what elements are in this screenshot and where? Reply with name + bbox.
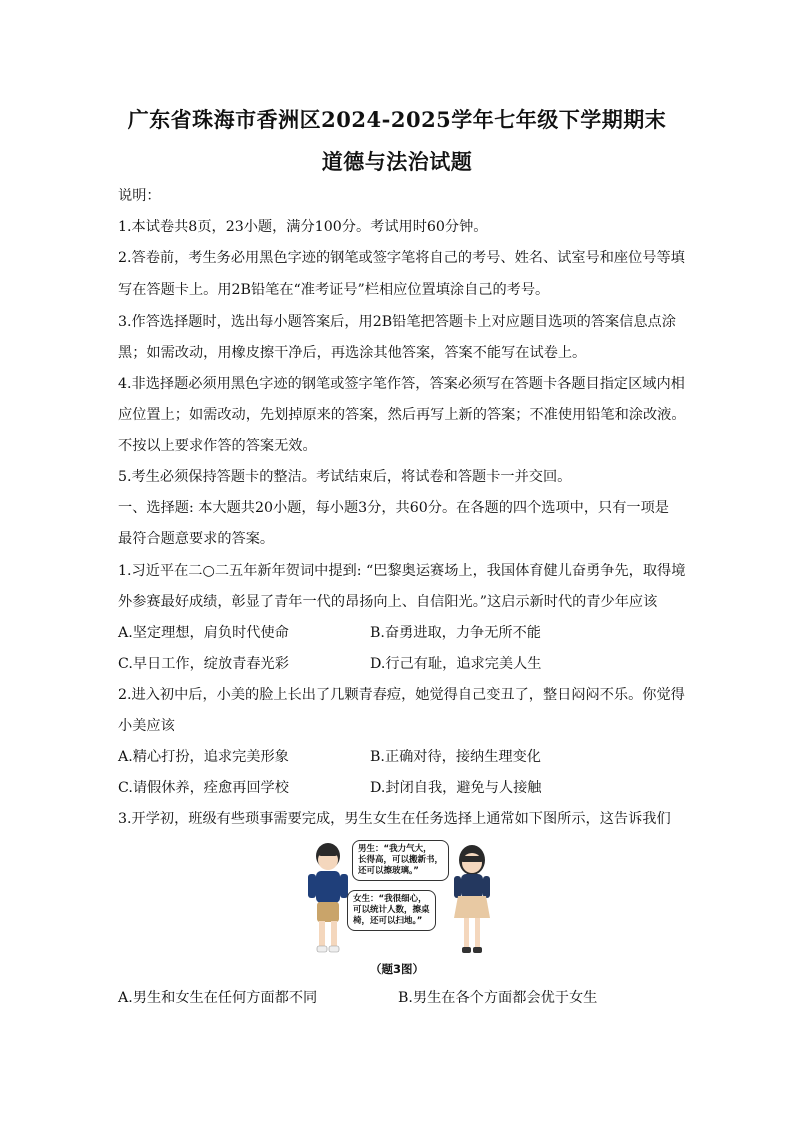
instruction-2b: 写在答题卡上。用2B铅笔在“准考证号”栏相应位置填涂自己的考号。 — [118, 282, 550, 298]
boy-figure — [308, 843, 348, 952]
q1-stem: 1.习近平在二○二五年新年贺词中提到: “巴黎奥运赛场上，我国体育健儿奋勇争先，取得境 — [118, 563, 686, 579]
q2-option-c: C.请假休养，痊愈再回学校 — [118, 780, 289, 796]
q2-option-a: A.精心打扮，追求完美形象 — [118, 749, 289, 765]
instruction-4b: 应位置上；如需改动，先划掉原来的答案，然后再写上新的答案；不准使用铅笔和涂改液。 — [118, 407, 686, 423]
q1-option-d: D.行己有耻，追求完美人生 — [370, 656, 542, 672]
instruction-4a: 4.非选择题必须用黑色字迹的钢笔或签字笔作答，答案必须写在答题卡各题目指定区域内相 — [118, 376, 685, 392]
q2-option-d: D.封闭自我，避免与人接触 — [370, 780, 542, 796]
figure-caption: （题3图） — [369, 962, 424, 976]
girl-figure — [454, 845, 490, 953]
instruction-3b: 黑；如需改动，用橡皮擦干净后，再选涂其他答案，答案不能写在试卷上。 — [118, 345, 587, 361]
instructions-label: 说明： — [118, 188, 161, 204]
q1-option-c: C.早日工作，绽放青春光彩 — [118, 656, 289, 672]
instruction-4c: 不按以上要求作答的答案无效。 — [118, 438, 317, 454]
instruction-5: 5.考生必须保持答题卡的整洁。考试结束后，将试卷和答题卡一并交回。 — [118, 469, 572, 485]
q2-stem: 2.进入初中后，小美的脸上长出了几颗青春痘，她觉得自己变丑了，整日闷闷不乐。你觉得 — [118, 687, 685, 703]
q3-stem: 3.开学初，班级有些琐事需要完成，男生女生在任务选择上通常如下图所示，这告诉我们 — [118, 811, 671, 827]
section-heading: 一、选择题: 本大题共20小题，每小题3分，共60分。在各题的四个选项中，只有一项是 — [118, 500, 669, 516]
q3-illustration — [300, 836, 500, 964]
q1-option-a: A.坚定理想，肩负时代使命 — [118, 625, 289, 641]
q1-stem-cont: 外参赛最好成绩，彰显了青年一代的昂扬向上、自信阳光。”这启示新时代的青少年应该 — [118, 594, 658, 610]
page-title: 广东省珠海市香洲区2024-2025学年七年级下学期期末 — [127, 107, 667, 132]
q2-option-b: B.正确对待，接纳生理变化 — [370, 749, 541, 765]
q1-option-b: B.奋勇进取，力争无所不能 — [370, 625, 541, 641]
q3-option-a: A.男生和女生在任何方面都不同 — [118, 990, 318, 1006]
speech-bubble-girl: 女生：“我很细心， 可以统计人数，擦桌 椅，还可以扫地。” — [347, 890, 436, 931]
instruction-1: 1.本试卷共8页，23小题，满分100分。考试用时60分钟。 — [118, 219, 488, 235]
q3-option-b: B.男生在各个方面都会优于女生 — [398, 990, 598, 1006]
instruction-2a: 2.答卷前，考生务必用黑色字迹的钢笔或签字笔将自己的考号、姓名、试室号和座位号等填 — [118, 250, 685, 266]
section-heading-cont: 最符合题意要求的答案。 — [118, 531, 275, 547]
instruction-3a: 3.作答选择题时，选出每小题答案后，用2B铅笔把答题卡上对应题目选项的答案信息点涂 — [118, 314, 676, 330]
speech-bubble-boy: 男生：“我力气大， 长得高，可以搬新书， 还可以擦玻璃。” — [352, 840, 449, 881]
page-subtitle: 道德与法治试题 — [321, 149, 473, 174]
q2-stem-cont: 小美应该 — [118, 718, 175, 734]
